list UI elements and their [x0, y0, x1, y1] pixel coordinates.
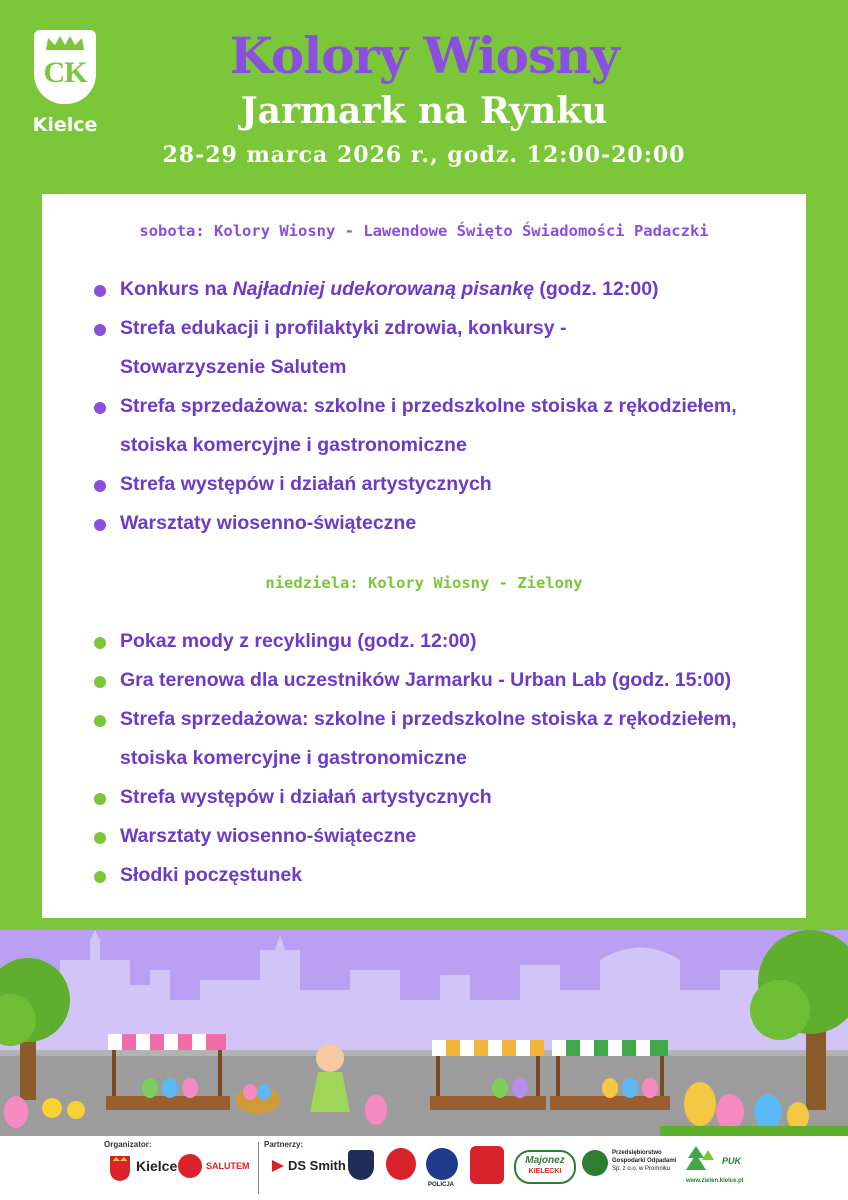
zpit-logo-icon [470, 1146, 504, 1184]
sunday-list [92, 622, 782, 895]
item-text: Strefa sprzedażowa: szkolne i przedszkolne stoiska z rękodziełem, [120, 395, 737, 417]
item-text: Stowarzyszenie Salutem [120, 356, 347, 378]
saturday-list [92, 270, 782, 543]
saturday-item [92, 270, 782, 309]
bullet-icon [94, 519, 106, 531]
bullet-icon [94, 871, 106, 883]
item-text: stoiska komercyjne i gastronomiczne [120, 747, 467, 769]
pgo-line2: Gospodarki Odpadami [612, 1158, 677, 1164]
police-logo-text: POLICJA [428, 1182, 455, 1188]
bullet-icon [94, 285, 106, 297]
salutem-logo-text: SALUTEM [206, 1161, 250, 1171]
saturday-item [92, 504, 782, 543]
saturday-item [92, 387, 782, 426]
pgo-logo-icon [582, 1150, 608, 1176]
pgo-line3: Sp. z o.o. w Promniku [612, 1166, 671, 1172]
kielce-logo-text: Kielce [136, 1158, 178, 1174]
bullet-icon [94, 402, 106, 414]
tree-logo-icon [686, 1144, 716, 1174]
saturday-item [92, 348, 782, 387]
sunday-title: niedziela: Kolory Wiosny - Zielony [265, 574, 583, 592]
item-text: Warsztaty wiosenno-świąteczne [120, 512, 417, 534]
saturday-item [92, 309, 782, 348]
sunday-item [92, 856, 782, 895]
item-text: Strefa sprzedażowa: szkolne i przedszkolne stoiska z rękodziełem, [120, 708, 737, 730]
item-text: (godz. 12:00) [533, 278, 659, 300]
item-text: stoiska komercyjne i gastronomiczne [120, 434, 467, 456]
dssmith-logo-text: DS Smith [288, 1158, 346, 1173]
page-subtitle: Jarmark na Rynku [240, 90, 608, 132]
majonez-logo [514, 1150, 576, 1184]
fire-brigade-badge-icon [386, 1148, 416, 1180]
sunday-item [92, 817, 782, 856]
bullet-icon [94, 832, 106, 844]
saturday-title: sobota: Kolory Wiosny - Lawendowe Święto Świadomości Padaczki [139, 222, 709, 240]
bullet-icon [94, 793, 106, 805]
sponsors-bar [0, 1136, 848, 1200]
item-text: Strefa występów i działań artystycznych [120, 473, 492, 495]
item-text: Gra terenowa dla uczestników Jarmarku - Urban Lab (godz. 15:00) [120, 669, 732, 691]
saturday-item [92, 426, 782, 465]
sunday-item [92, 739, 782, 778]
pgo-line1: Przedsiębiorstwo [612, 1150, 662, 1156]
majonez-line2: KIELECKI [528, 1168, 562, 1175]
item-text: Warsztaty wiosenno-świąteczne [120, 825, 417, 847]
event-date: 28-29 marca 2026 r., godz. 12:00-20:00 [162, 142, 686, 168]
page-title: Kolory Wiosny [229, 26, 619, 85]
item-text: Strefa edukacji i profilaktyki zdrowia, konkursy - [120, 317, 567, 339]
salutem-icon [178, 1154, 202, 1178]
organizer-label: Organizator: [104, 1140, 152, 1149]
bullet-icon [94, 480, 106, 492]
logo-letters: CK [43, 56, 87, 89]
market-scene-graphic [0, 930, 848, 1138]
sunday-item [92, 661, 782, 700]
zielen-url: www.zielen.kielce.pl [686, 1178, 744, 1184]
logo-city: Kielce [32, 114, 98, 136]
item-text: Słodki poczęstunek [120, 864, 303, 886]
puk-logo-text: PUK [722, 1156, 742, 1166]
dssmith-icon [270, 1158, 286, 1174]
saturday-item [92, 465, 782, 504]
program-card [42, 194, 806, 918]
item-text: Strefa występów i działań artystycznych [120, 786, 492, 808]
item-emphasis: Najładniej udekorowaną pisankę [232, 278, 534, 300]
police-star-icon [426, 1148, 458, 1180]
bullet-icon [94, 637, 106, 649]
bullet-icon [94, 715, 106, 727]
item-text: Pokaz mody z recyklingu (godz. 12:00) [120, 630, 477, 652]
straz-miejska-badge-icon [348, 1150, 374, 1180]
sponsors-divider [258, 1142, 259, 1194]
sunday-item [92, 700, 782, 739]
sunday-item [92, 622, 782, 661]
market-illustration [0, 930, 848, 1138]
item-text: Konkurs na [120, 278, 233, 300]
majonez-line1: Majonez [525, 1155, 565, 1166]
bullet-icon [94, 676, 106, 688]
kielce-crest-icon [108, 1154, 132, 1182]
partners-label: Partnerzy: [264, 1140, 304, 1149]
bullet-icon [94, 324, 106, 336]
sunday-item [92, 778, 782, 817]
